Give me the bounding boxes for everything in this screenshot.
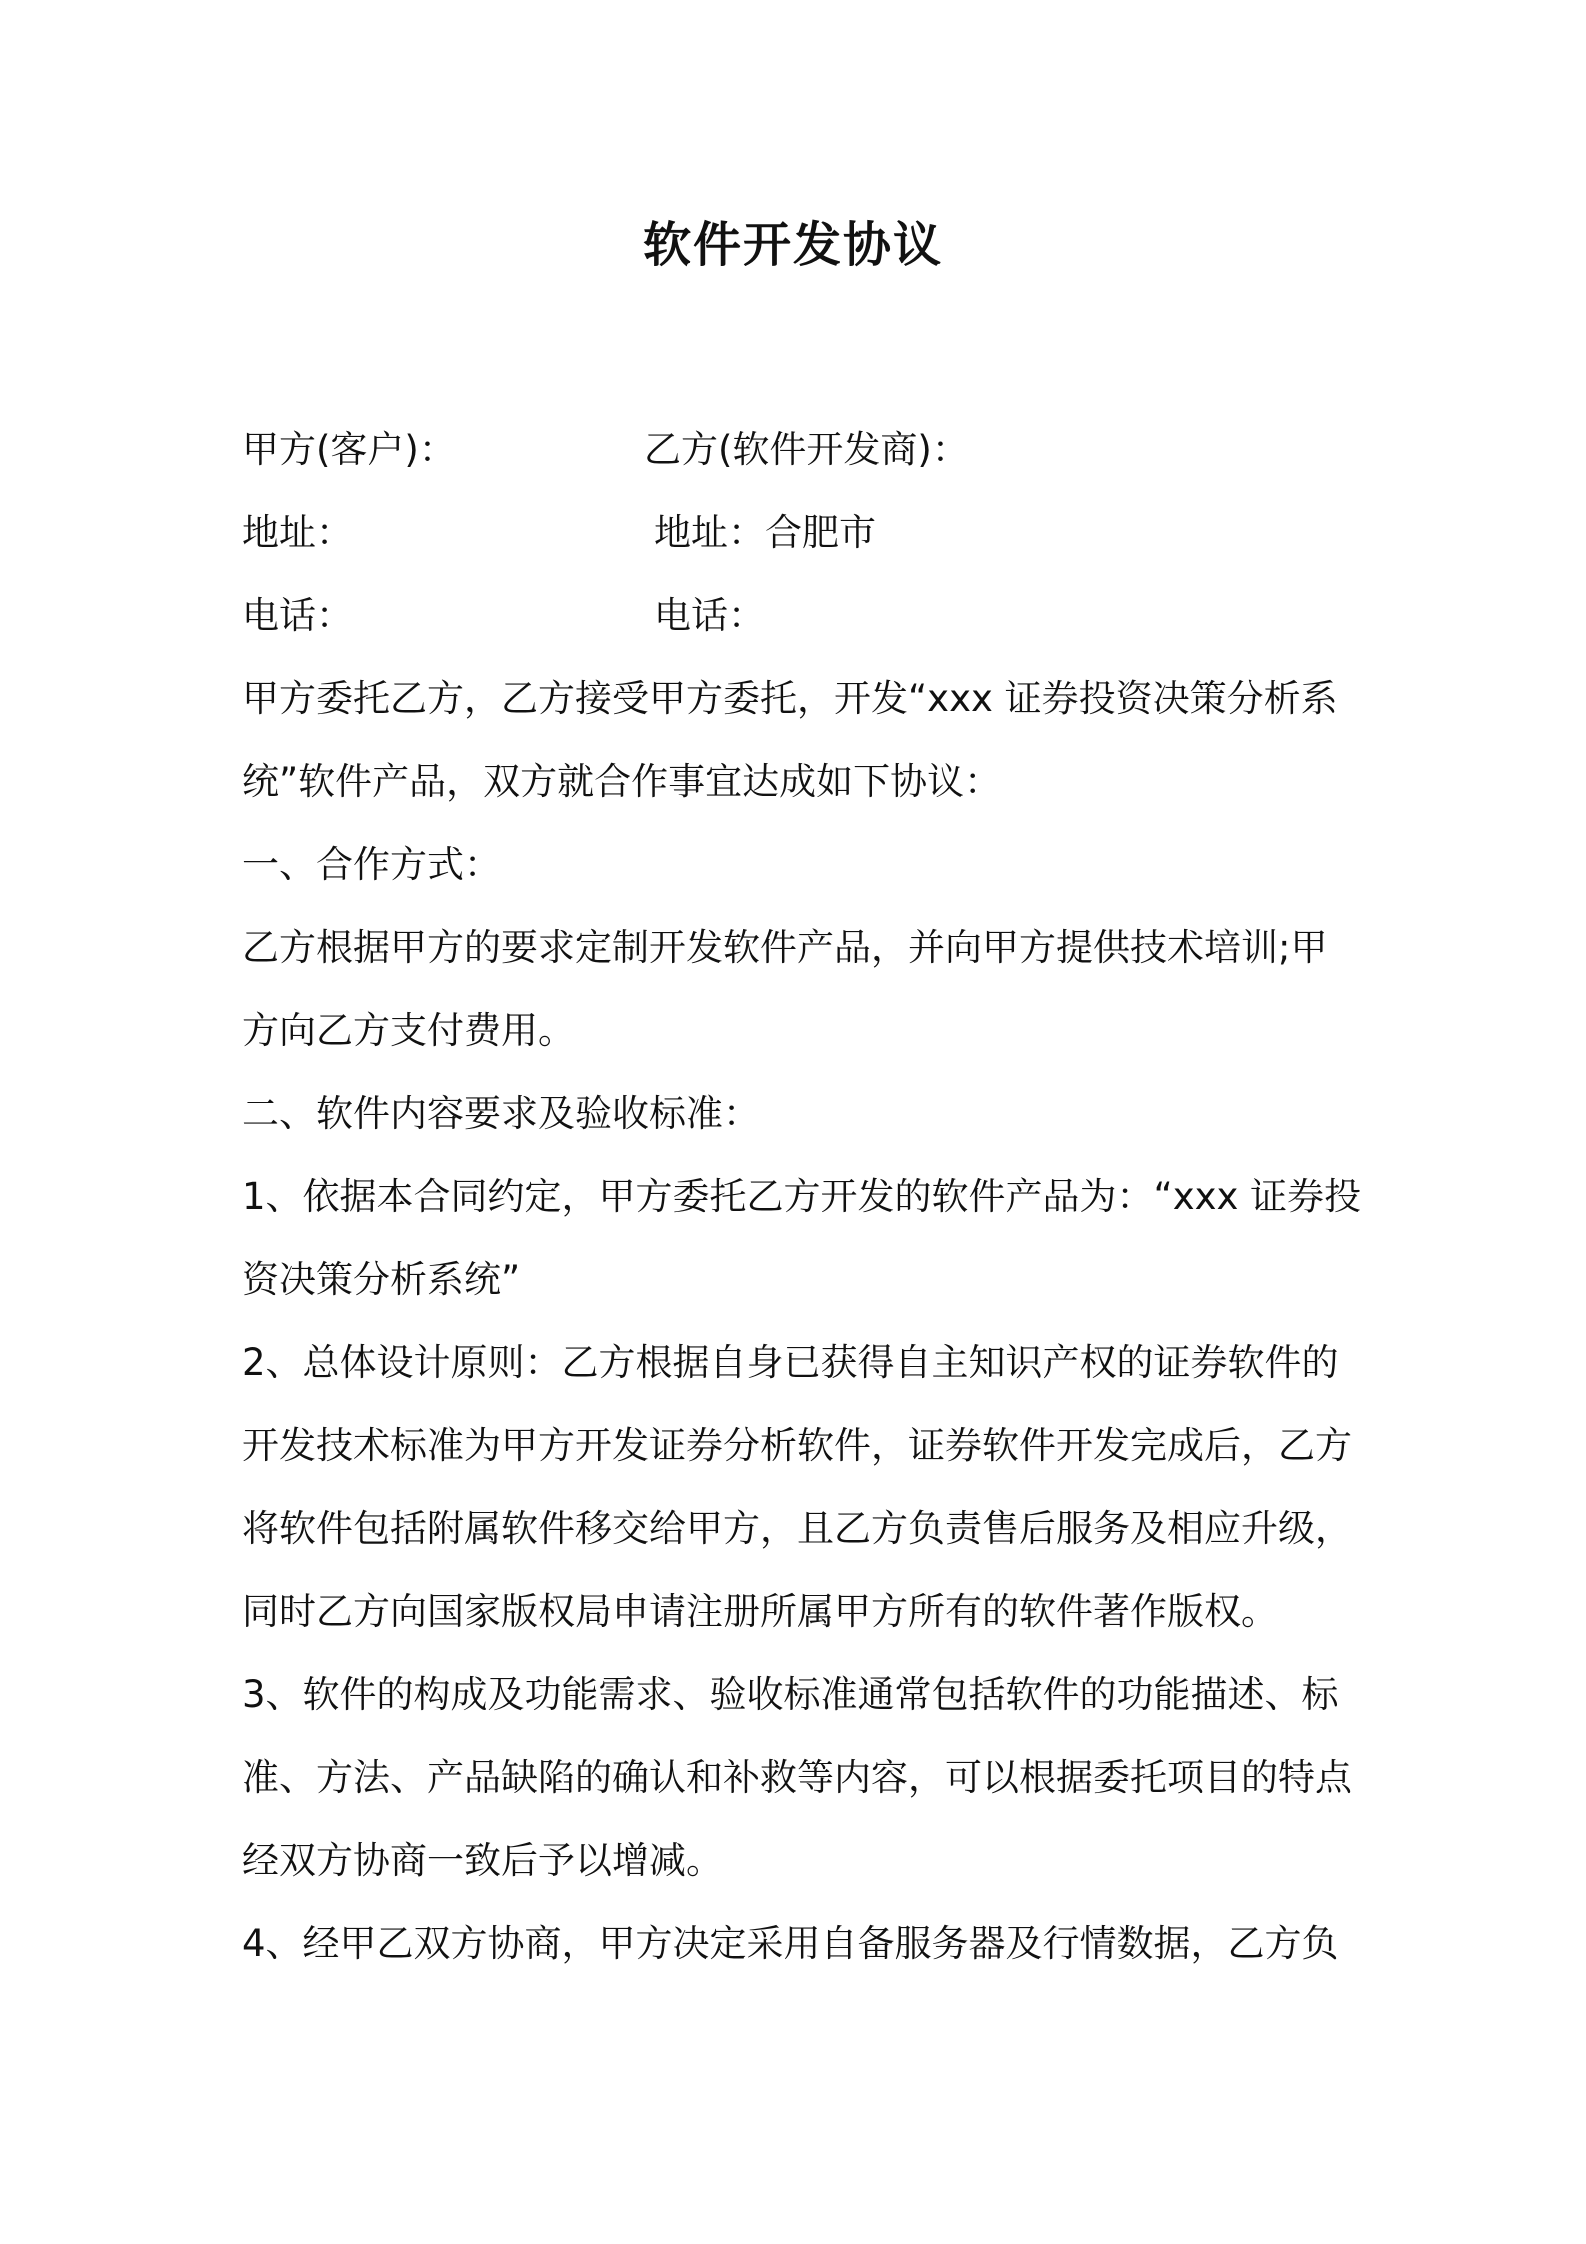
paragraph-line: 2、总体设计原则：乙方根据自身已获得自主知识产权的证券软件的 <box>242 1341 1339 1384</box>
paragraph-line: 开发技术标准为甲方开发证券分析软件，证券软件开发完成后，乙方 <box>242 1424 1352 1467</box>
address-b-label: 地址：合肥市 <box>654 511 876 554</box>
paragraph-line: 方向乙方支付费用。 <box>242 1009 575 1052</box>
paragraph-line: 4、经甲乙双方协商，甲方决定采用自备服务器及行情数据，乙方负 <box>242 1922 1339 1965</box>
party-b-label: 乙方(软件开发商)： <box>644 428 969 471</box>
paragraph-line: 资决策分析系统” <box>242 1258 521 1301</box>
paragraph-line: 同时乙方向国家版权局申请注册所属甲方所有的软件著作版权。 <box>242 1590 1278 1633</box>
paragraph-line: 经双方协商一致后予以增减。 <box>242 1839 723 1882</box>
paragraph-line: 1、依据本合同约定，甲方委托乙方开发的软件产品为：“xxx 证券投 <box>242 1175 1362 1218</box>
phone-row <box>242 574 1352 657</box>
address-row <box>242 491 1352 574</box>
paragraph-line: 甲方委托乙方，乙方接受甲方委托，开发“xxx 证券投资决策分析系 <box>242 677 1338 720</box>
phone-a-label: 电话： <box>242 594 353 637</box>
paragraph-line: 准、方法、产品缺陷的确认和补救等内容，可以根据委托项目的特点 <box>242 1756 1352 1799</box>
document-body <box>242 408 1362 1985</box>
address-a-label: 地址： <box>242 511 353 554</box>
paragraph-line: 将软件包括附属软件移交给甲方，且乙方负责售后服务及相应升级， <box>242 1507 1352 1550</box>
document-title: 软件开发协议 <box>642 217 943 273</box>
paragraph-line: 3、软件的构成及功能需求、验收标准通常包括软件的功能描述、标 <box>242 1673 1339 1716</box>
paragraph-line: 乙方根据甲方的要求定制开发软件产品，并向甲方提供技术培训;甲 <box>242 926 1328 969</box>
paragraph-line: 统”软件产品，双方就合作事宜达成如下协议： <box>242 760 1002 803</box>
party-a-label: 甲方(客户)： <box>242 428 456 471</box>
phone-b-label: 电话： <box>654 594 765 637</box>
party-row <box>242 408 1352 491</box>
section-heading: 一、合作方式： <box>242 843 501 886</box>
section-heading: 二、软件内容要求及验收标准： <box>242 1092 760 1135</box>
